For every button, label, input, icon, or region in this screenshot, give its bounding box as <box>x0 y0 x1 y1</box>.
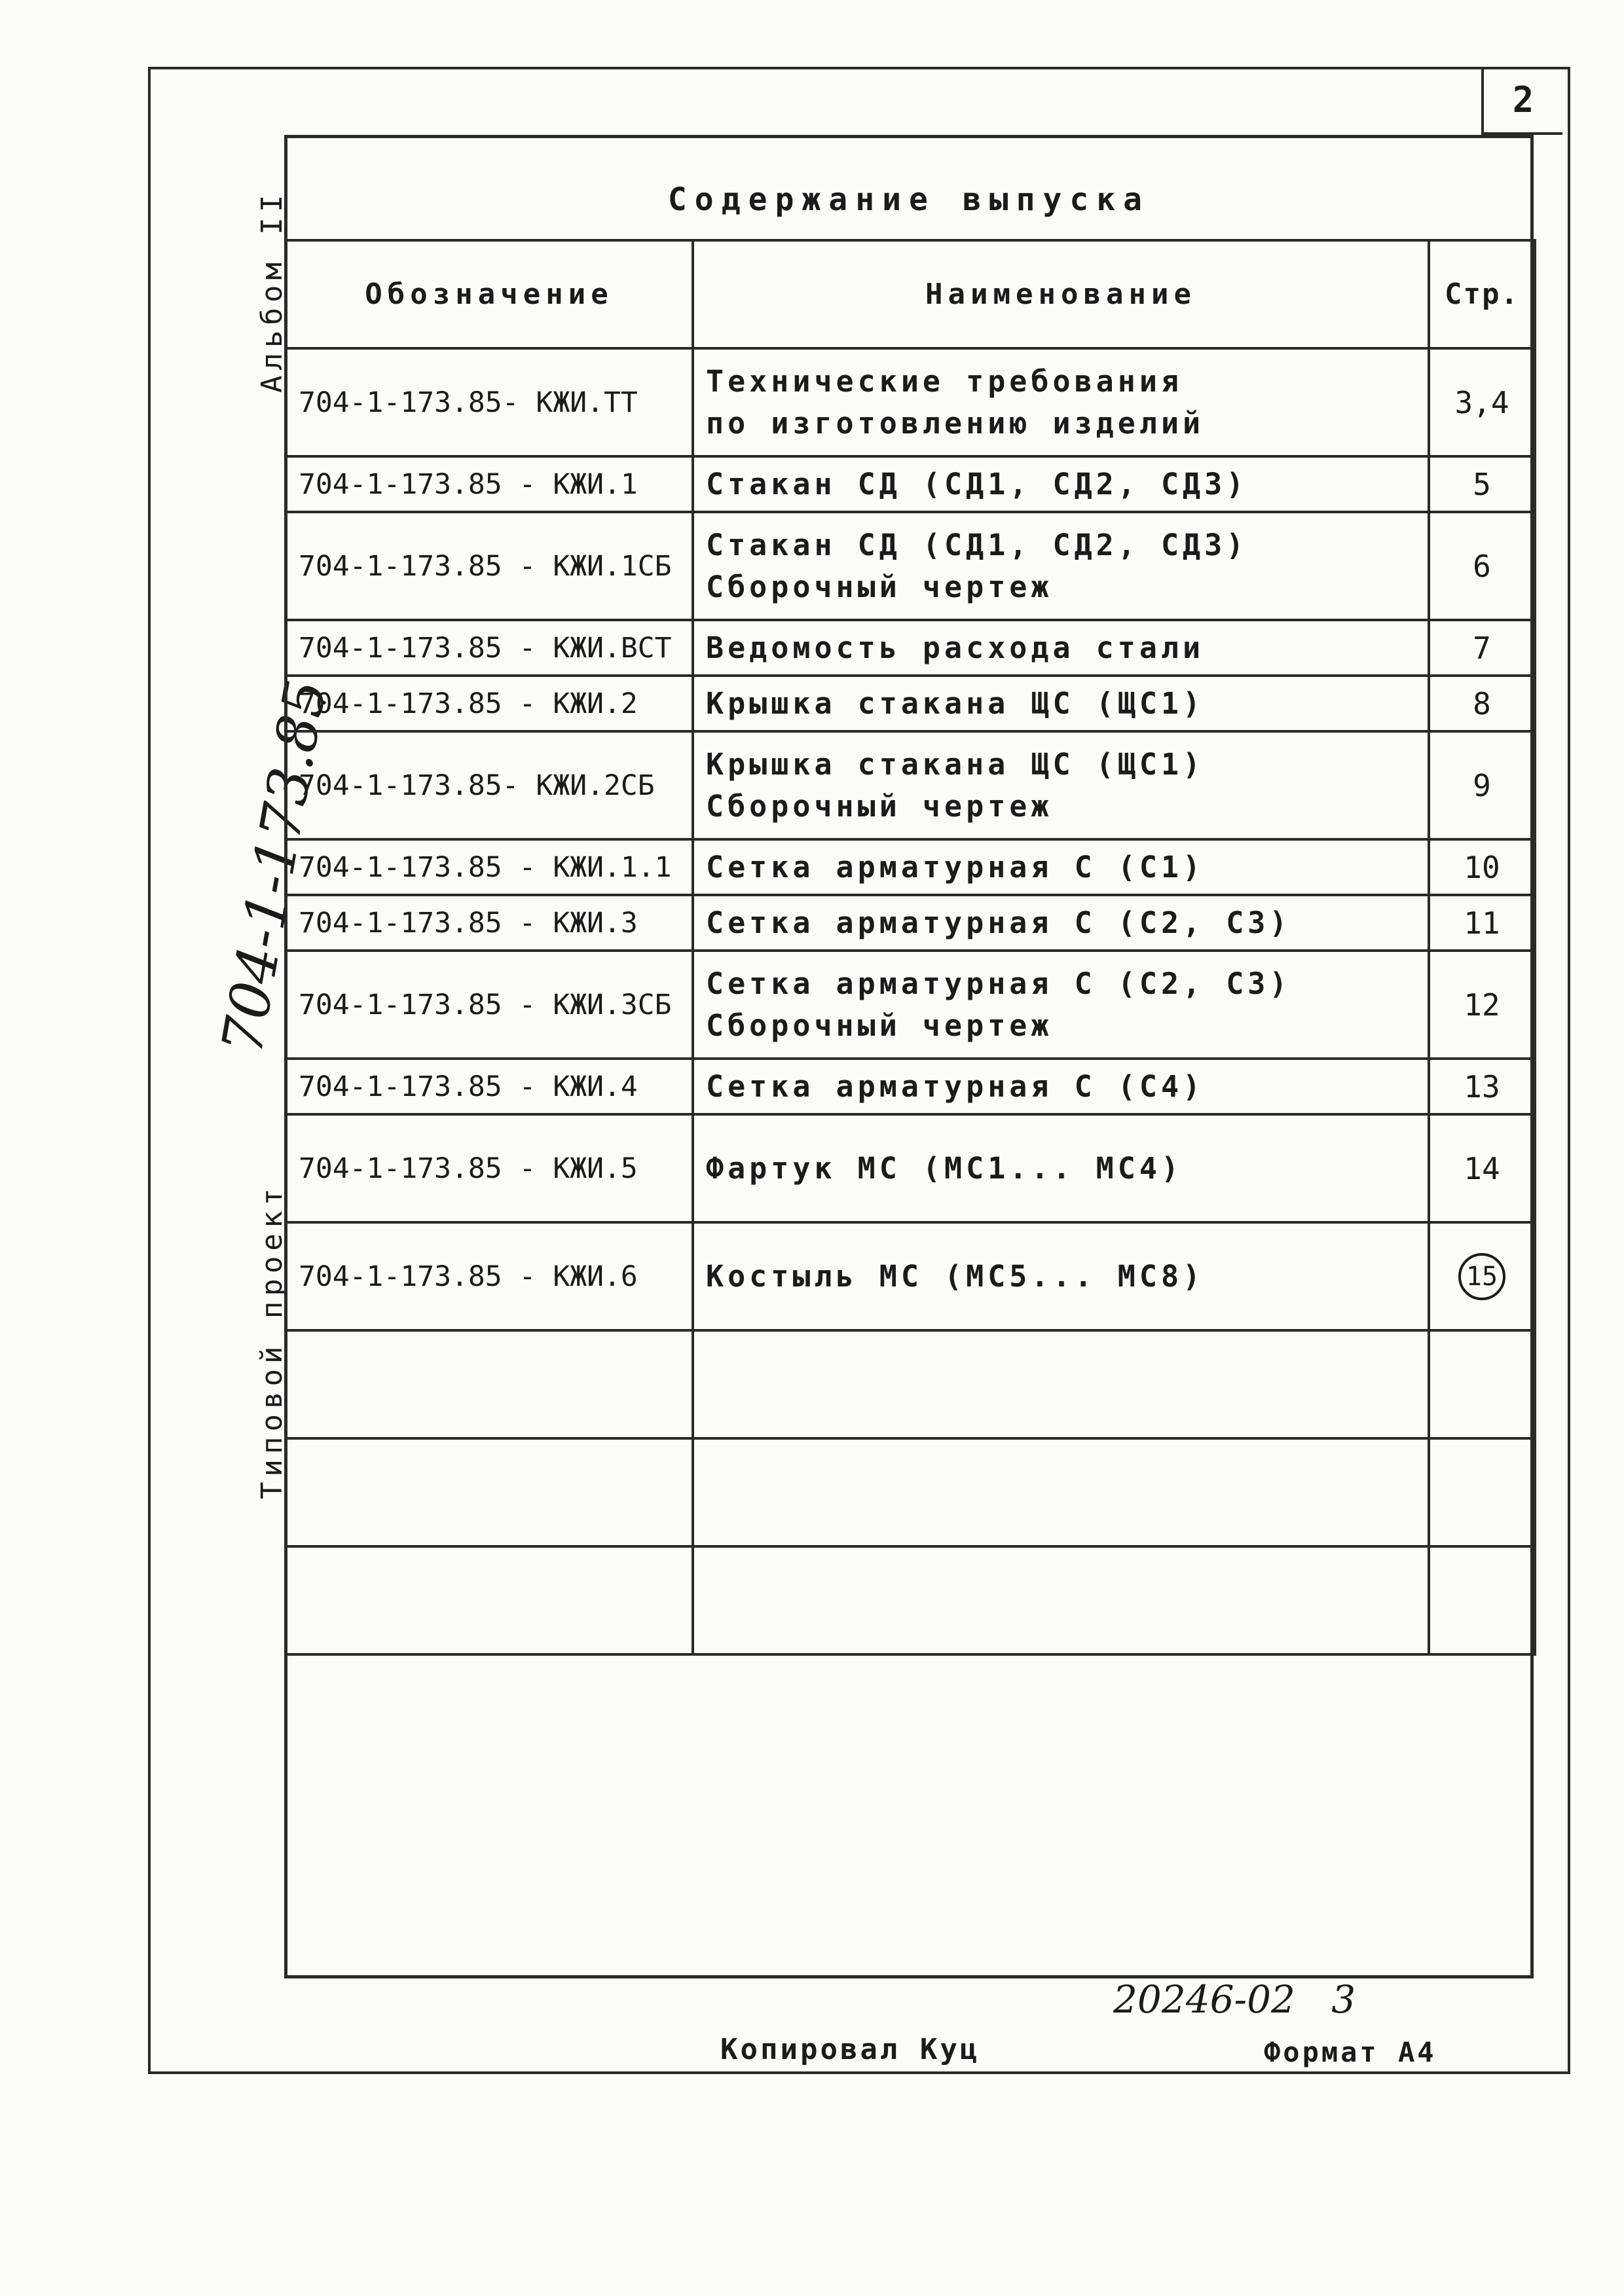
row-code: 704-1-173.85- КЖИ.ТТ <box>286 348 693 456</box>
row-name-line: Сборочный чертеж <box>706 569 1053 604</box>
row-name <box>693 676 1429 731</box>
row-name <box>693 895 1429 951</box>
table-row <box>286 620 1535 676</box>
row-name <box>693 951 1429 1059</box>
document-title: Содержание выпуска <box>667 181 1151 218</box>
row-name-line: Ведомость расхода стали <box>706 630 1205 665</box>
row-name-line: Сетка арматурная С (С2, С3) <box>706 966 1291 1001</box>
empty-row <box>286 1438 1535 1546</box>
header-page: Стр. <box>1429 240 1535 348</box>
empty-cell <box>1429 1438 1535 1546</box>
side-album-label: Альбом II <box>255 189 289 393</box>
row-page-number: 14 <box>1464 1150 1500 1186</box>
table-row <box>286 731 1535 839</box>
row-name <box>693 839 1429 895</box>
row-page <box>1429 1222 1535 1330</box>
header-code: Обозначение <box>286 240 693 348</box>
row-page-number: 8 <box>1473 685 1491 721</box>
table-row <box>286 895 1535 951</box>
row-page-number: 7 <box>1473 630 1491 666</box>
row-page-number: 9 <box>1473 767 1491 803</box>
paper-format: Формат А4 <box>1264 2036 1437 2068</box>
row-page <box>1429 512 1535 620</box>
row-page-number: 3,4 <box>1454 384 1509 420</box>
row-name-line: Костыль МС (МС5... МС8) <box>706 1258 1205 1294</box>
empty-row <box>286 1546 1535 1654</box>
row-page <box>1429 676 1535 731</box>
row-name-line: Сборочный чертеж <box>706 788 1053 824</box>
row-page-number: 13 <box>1464 1068 1500 1104</box>
row-code: 704-1-173.85 - КЖИ.4 <box>286 1059 693 1114</box>
row-code: 704-1-173.85 - КЖИ.1.1 <box>286 839 693 895</box>
table-row <box>286 456 1535 512</box>
row-name <box>693 1222 1429 1330</box>
contents-table <box>284 239 1536 1656</box>
row-page-number: 15 <box>1458 1253 1505 1300</box>
table-row <box>286 1114 1535 1222</box>
row-name-line: Технические требования <box>706 363 1183 399</box>
row-code: 704-1-173.85 - КЖИ.ВСТ <box>286 620 693 676</box>
row-page-number: 11 <box>1464 905 1500 941</box>
row-code: 704-1-173.85 - КЖИ.1СБ <box>286 512 693 620</box>
row-name-line: Сетка арматурная С (С1) <box>706 849 1205 884</box>
row-name-line: Стакан СД (СД1, СД2, СД3) <box>706 466 1248 501</box>
header-name: Наименование <box>693 240 1429 348</box>
row-code: 704-1-173.85 - КЖИ.2 <box>286 676 693 731</box>
row-code: 704-1-173.85- КЖИ.2СБ <box>286 731 693 839</box>
empty-cell <box>286 1546 693 1654</box>
row-code: 704-1-173.85 - КЖИ.5 <box>286 1114 693 1222</box>
row-code: 704-1-173.85 - КЖИ.3 <box>286 895 693 951</box>
empty-cell <box>1429 1330 1535 1438</box>
row-page <box>1429 951 1535 1059</box>
row-page <box>1429 839 1535 895</box>
row-page <box>1429 1059 1535 1114</box>
row-name-line: Сетка арматурная С (С4) <box>706 1068 1205 1104</box>
side-project-code: 704-1-173.85 <box>210 674 340 1059</box>
row-page <box>1429 348 1535 456</box>
row-page <box>1429 895 1535 951</box>
table-row <box>286 512 1535 620</box>
row-name-line: Крышка стакана ЩС (ЩС1) <box>706 746 1205 782</box>
table-row <box>286 1222 1535 1330</box>
row-page <box>1429 731 1535 839</box>
row-name-line: по изготовлению изделий <box>706 405 1205 441</box>
table-row <box>286 951 1535 1059</box>
side-project-label: Типовой проект <box>255 1183 289 1499</box>
row-name-line: Сетка арматурная С (С2, С3) <box>706 905 1291 940</box>
empty-cell <box>286 1438 693 1546</box>
row-name <box>693 512 1429 620</box>
archive-stamp: 20246-02 3 <box>1113 1977 1356 2022</box>
row-name-line: Сборочный чертеж <box>706 1008 1053 1043</box>
empty-cell <box>693 1330 1429 1438</box>
empty-row <box>286 1330 1535 1438</box>
row-code: 704-1-173.85 - КЖИ.1 <box>286 456 693 512</box>
row-name-line: Фартук МС (МС1... МС4) <box>706 1150 1183 1186</box>
copied-by: Копировал Куц <box>720 2033 980 2066</box>
table-row <box>286 676 1535 731</box>
row-page-number: 10 <box>1464 849 1500 885</box>
row-page <box>1429 620 1535 676</box>
row-name <box>693 348 1429 456</box>
empty-cell <box>693 1438 1429 1546</box>
row-name-line: Стакан СД (СД1, СД2, СД3) <box>706 527 1248 562</box>
table-row <box>286 1059 1535 1114</box>
row-page-number: 12 <box>1464 987 1500 1023</box>
row-code: 704-1-173.85 - КЖИ.3СБ <box>286 951 693 1059</box>
row-name <box>693 1059 1429 1114</box>
row-name <box>693 1114 1429 1222</box>
empty-cell <box>693 1546 1429 1654</box>
page-number: 2 <box>1481 67 1562 135</box>
table-row <box>286 348 1535 456</box>
row-page <box>1429 1114 1535 1222</box>
row-name <box>693 456 1429 512</box>
row-name <box>693 620 1429 676</box>
row-page-number: 5 <box>1473 466 1491 502</box>
row-code: 704-1-173.85 - КЖИ.6 <box>286 1222 693 1330</box>
row-name-line: Крышка стакана ЩС (ЩС1) <box>706 685 1205 721</box>
empty-cell <box>1429 1546 1535 1654</box>
table-row <box>286 839 1535 895</box>
row-page-number: 6 <box>1473 548 1491 584</box>
table-header-row <box>286 240 1535 348</box>
empty-cell <box>286 1330 693 1438</box>
row-name <box>693 731 1429 839</box>
row-page <box>1429 456 1535 512</box>
